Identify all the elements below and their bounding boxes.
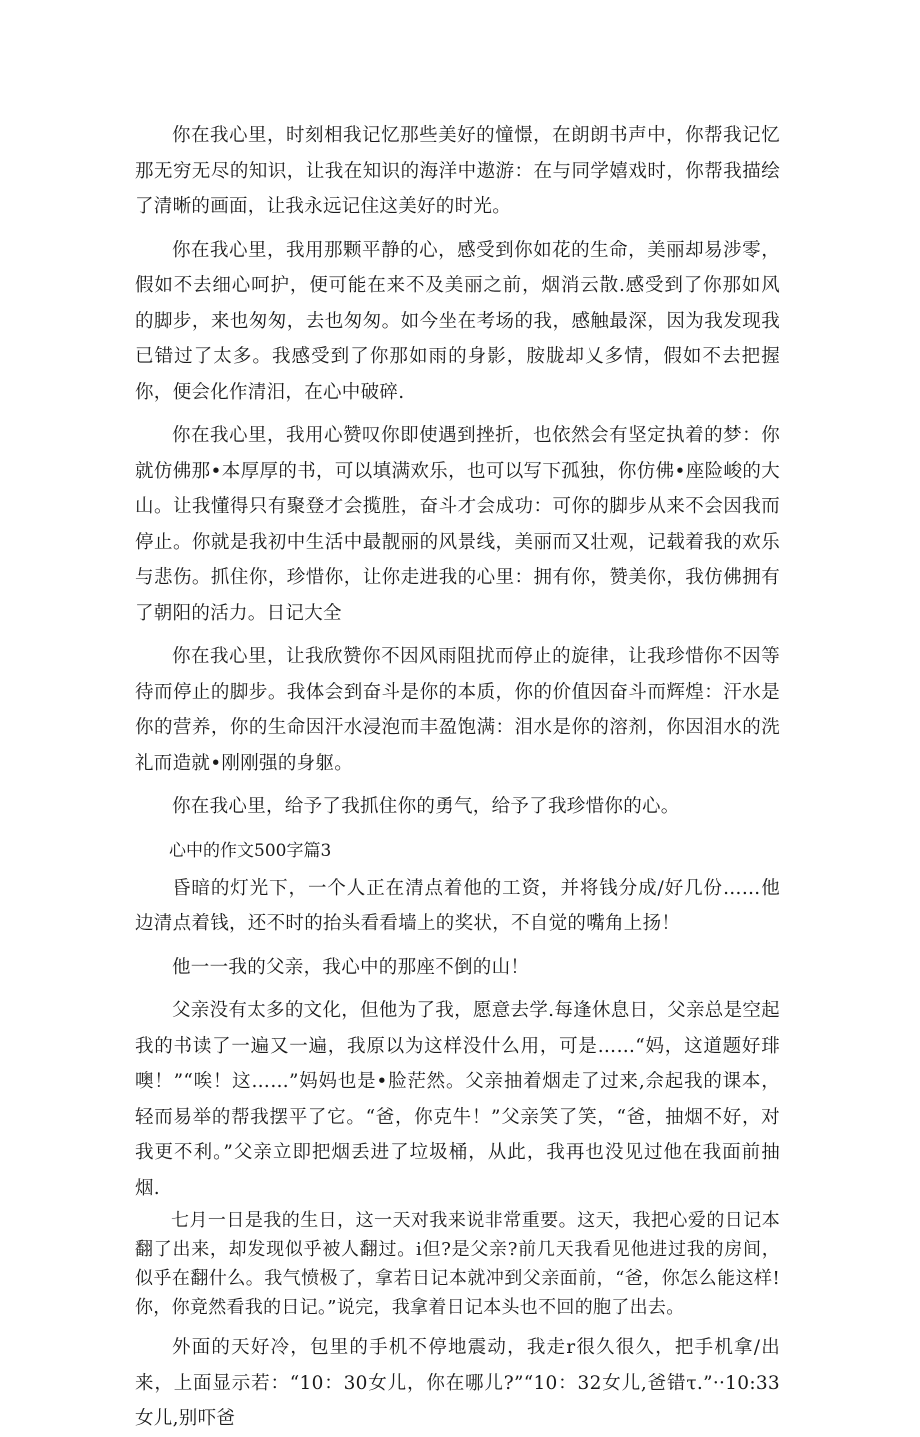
document-page (135, 118, 780, 1437)
paragraph-2: 你在我心里，我用那颗平静的心，感受到你如花的生命，美丽却易涉零，假如不去细心呵护，便可能在来不及美丽之前，烟消云散.感受到了你那如风的脚步，来也匆匆，去也匆匆。如今坐在考场的我，感触最深，因为我发现我已错过了太多。我感受到了你那如雨的身影，胺胧却乂多情，假如不去把握你，便会化作清汨，在心中破碎. (135, 239, 780, 403)
section-paragraph-4: 七月一日是我的生日，这一天对我来说非常重要。这天，我把心爱的日记本翻了出来，却发现似乎被人翻过。i但?是父亲?前几天我看见他进过我的房间，似乎在翻什么。我气愤极了，拿若日记本就冲到父亲面前，“爸，你怎么能这样!你，你竟然看我的日记。”说完，我拿着日记本头也不回的胞了出去。 (135, 1210, 780, 1318)
section-heading: 心中的作文500字篇3 (169, 840, 332, 861)
section-paragraph-5: 外面的天好冷，包里的手机不停地震动，我走r很久很久，把手机拿/出来，上面显示若：“10：30女儿，你在哪儿?”“10：32女儿,爸错τ.”··10:33女儿,别吓爸 (135, 1337, 780, 1429)
section-paragraph-2: 他一一我的父亲，我心中的那座不倒的山！ (172, 956, 530, 978)
section-paragraph-3: 父亲没有太多的文化，但他为了我，愿意去学.每逢休息日，父亲总是空起我的书读了一遍又一遍，我原以为这样没什么用，可是……“妈，这道题好琲噢！”“唉！这……”妈妈也是•脸茫然。父亲抽着烟走了过来,佘起我的课本，轻而易举的帮我摆平了它。“爸，你克牛！”父亲笑了笑，“爸，抽烟不好，对我更不利。”父亲立即把烟丢进了垃圾桶，从此，我再也没见过他在我面前抽烟. (135, 1000, 780, 1199)
paragraph-5: 你在我心里，给予了我抓住你的勇气，给予了我珍惜你的心。 (172, 796, 680, 817)
section-paragraph-1: 昏暗的灯光下，一个人正在清点着他的工资，并将钱分成/好几份……他边清点着钱，还不时的抬头看看墙上的奖状，不自觉的嘴角上扬！ (135, 877, 780, 934)
paragraph-1: 你在我心里，时刻相我记忆那些美好的憧憬，在朗朗书声中，你帮我记忆那无穷无尽的知识，让我在知识的海洋中遨游：在与同学嬉戏时，你帮我描绘了清晰的画面，让我永远记住这美好的时光。 (135, 125, 780, 217)
paragraph-4: 你在我心里，让我欣赞你不因风雨阻扰而停止的旋律，让我珍惜你不因等待而停止的脚步。我体会到奋斗是你的本质，你的价值因奋斗而辉煌：汗水是你的营养，你的生命因汗水浸泡而丰盈饱满：泪水是你的溶剂，你因泪水的洗礼而造就•刚刚强的身躯。 (135, 646, 780, 774)
paragraph-3: 你在我心里，我用心赞叹你即使遇到挫折，也依然会有坚定执着的梦：你就仿佛那•本厚厚的书，可以填满欢乐，也可以写下孤独，你仿佛•座险峻的大山。让我懂得只有聚登才会揽胜，奋斗才会成功：可你的脚步从来不会因我而停止。你就是我初中生活中最靓丽的风景线，美丽而又壮观，记载着我的欢乐与悲伤。抓住你，珍惜你，让你走进我的心里：拥有你，赞美你，我仿佛拥有了朝阳的活力。日记大全 (135, 425, 780, 624)
